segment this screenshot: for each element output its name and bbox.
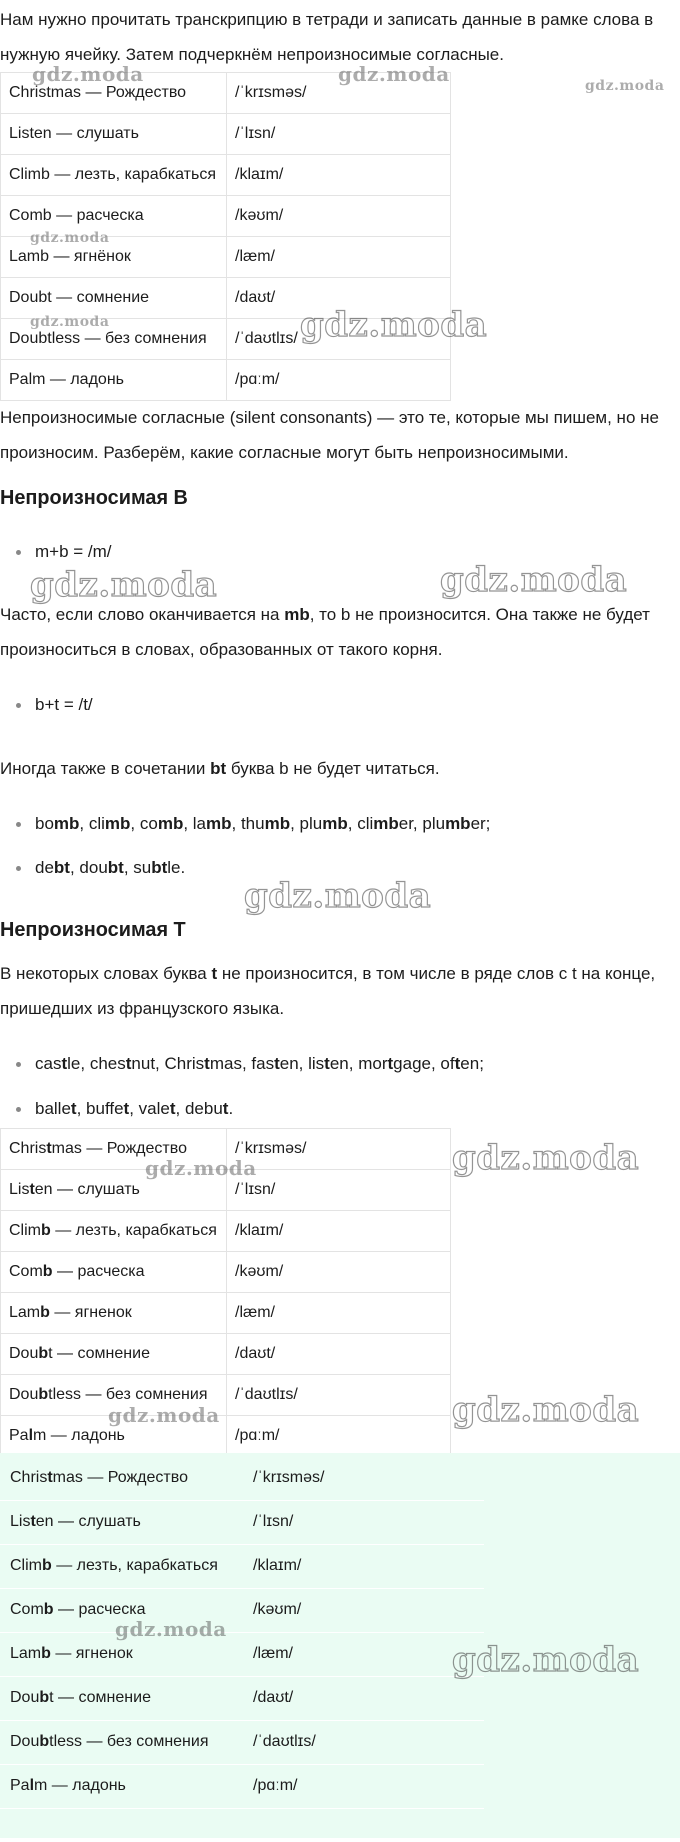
- transcription-cell: /læm/: [227, 1293, 451, 1334]
- word-cell: Doubt — сомнение: [0, 1676, 243, 1720]
- vocabulary-table-3: [0, 1456, 484, 1809]
- word-cell: Comb — расческа: [0, 1588, 243, 1632]
- table-row: [1, 1375, 451, 1416]
- table-row: [1, 1252, 451, 1293]
- table-row: [1, 360, 451, 401]
- vocabulary-table-1: [0, 72, 451, 401]
- table-row: [1, 278, 451, 319]
- transcription-cell: /klaɪm/: [243, 1544, 484, 1588]
- word-cell: Lamb — ягненок: [0, 1632, 243, 1676]
- word-cell: Christmas — Рождество: [1, 73, 227, 114]
- watermark: gdz.moda: [300, 305, 488, 345]
- transcription-cell: /daʊt/: [243, 1676, 484, 1720]
- transcription-cell: /ˈkrɪsməs/: [243, 1456, 484, 1500]
- transcription-cell: /læm/: [227, 237, 451, 278]
- transcription-cell: /ˈdaʊtlɪs/: [227, 319, 451, 360]
- table-row: [0, 1500, 484, 1544]
- transcription-cell: /ˈlɪsn/: [227, 1170, 451, 1211]
- transcription-cell: /ˈlɪsn/: [243, 1500, 484, 1544]
- word-cell: Doubt — сомнение: [1, 278, 227, 319]
- word-cell: Doubtless — без сомнения: [1, 1375, 227, 1416]
- transcription-cell: /pɑːm/: [227, 1416, 451, 1457]
- transcription-cell: /klaɪm/: [227, 155, 451, 196]
- word-cell: Listen — слушать: [1, 1170, 227, 1211]
- word-cell: Lamb — ягнёнок: [1, 237, 227, 278]
- table-row: [1, 155, 451, 196]
- table-row: [0, 1764, 484, 1808]
- word-cell: Climb — лезть, карабкаться: [0, 1544, 243, 1588]
- table-row: [1, 73, 451, 114]
- transcription-cell: /ˈlɪsn/: [227, 114, 451, 155]
- word-cell: Palm — ладонь: [1, 1416, 227, 1457]
- table-row: [0, 1632, 484, 1676]
- word-cell: Christmas — Рождество: [0, 1456, 243, 1500]
- word-cell: Palm — ладонь: [0, 1764, 243, 1808]
- word-cell: Doubt — сомнение: [1, 1334, 227, 1375]
- table-row: [0, 1676, 484, 1720]
- transcription-cell: /ˈkrɪsməs/: [227, 73, 451, 114]
- watermark: gdz.moda: [30, 565, 218, 605]
- watermark: gdz.moda: [30, 314, 110, 330]
- list-item-t-examples2: ballet, buffet, valet, debut.: [16, 1097, 233, 1121]
- transcription-cell: /klaɪm/: [227, 1211, 451, 1252]
- transcription-cell: /kəʊm/: [243, 1588, 484, 1632]
- word-cell: Climb — лезть, карабкаться: [1, 155, 227, 196]
- table-row: [0, 1544, 484, 1588]
- silent-intro-paragraph: Непроизносимые согласные (silent consonants) — это те, которые мы пишем, но не произносим. Разберём, какие согласные могут быть непроизносимыми.: [0, 408, 659, 462]
- transcription-cell: /ˈkrɪsməs/: [227, 1129, 451, 1170]
- word-cell: Listen — слушать: [0, 1500, 243, 1544]
- list-item-b-rule2: b+t = /t/: [16, 693, 93, 717]
- list-item-t-examples1: castle, chestnut, Christmas, fasten, listen, mortgage, often;: [16, 1052, 484, 1076]
- transcription-cell: /kəʊm/: [227, 196, 451, 237]
- table-row: [1, 1170, 451, 1211]
- watermark: gdz.moda: [585, 78, 665, 94]
- intro-paragraph: Нам нужно прочитать транскрипцию в тетради и записать данные в рамке слова в нужную ячейку. Затем подчеркнём непроизносимые согласные.: [0, 10, 654, 64]
- table-row: [1, 1211, 451, 1252]
- word-cell: Climb — лезть, карабкаться: [1, 1211, 227, 1252]
- list-item-b-rule1: m+b = /m/: [16, 540, 112, 564]
- table-row: [1, 1334, 451, 1375]
- watermark: gdz.moda: [32, 62, 144, 86]
- heading-silent-t: Непроизносимая T: [0, 919, 186, 941]
- transcription-cell: /pɑːm/: [227, 360, 451, 401]
- watermark: gdz.moda: [244, 876, 432, 916]
- list-item-b-examples2: debt, doubt, subtle.: [16, 856, 185, 880]
- table-row: [0, 1588, 484, 1632]
- watermark: gdz.moda: [452, 1390, 640, 1430]
- b-text2-paragraph: Иногда также в сочетании bt буква b не будет читаться.: [0, 759, 440, 778]
- table-row: [0, 1456, 484, 1500]
- word-cell: Palm — ладонь: [1, 360, 227, 401]
- transcription-cell: /pɑːm/: [243, 1764, 484, 1808]
- list-item-b-examples1: bomb, climb, comb, lamb, thumb, plumb, climber, plumber;: [16, 812, 490, 836]
- table-row: [1, 237, 451, 278]
- watermark: gdz.moda: [440, 560, 628, 600]
- watermark: gdz.moda: [452, 1138, 640, 1178]
- transcription-cell: /ˈdaʊtlɪs/: [243, 1720, 484, 1764]
- transcription-cell: /læm/: [243, 1632, 484, 1676]
- heading-silent-b: Непроизносимая B: [0, 487, 188, 509]
- vocabulary-table-2: [0, 1128, 451, 1457]
- watermark: gdz.moda: [108, 1403, 220, 1427]
- word-cell: Comb — расческа: [1, 1252, 227, 1293]
- word-cell: Doubtless — без сомнения: [0, 1720, 243, 1764]
- transcription-cell: /daʊt/: [227, 278, 451, 319]
- b-text1-paragraph: Часто, если слово оканчивается на mb, то b не произносится. Она также не будет произноситься в словах, образованных от такого корня.: [0, 605, 650, 659]
- word-cell: Doubtless — без сомнения: [1, 319, 227, 360]
- table-row: [1, 1293, 451, 1334]
- transcription-cell: /kəʊm/: [227, 1252, 451, 1293]
- table-row: [0, 1720, 484, 1764]
- table-row: [1, 114, 451, 155]
- t-text-paragraph: В некоторых словах буква t не произносится, в том числе в ряде слов с t на конце, пришедших из французского языка.: [0, 964, 656, 1018]
- word-cell: Listen — слушать: [1, 114, 227, 155]
- word-cell: Christmas — Рождество: [1, 1129, 227, 1170]
- watermark: gdz.moda: [115, 1617, 227, 1641]
- table-row: [1, 1129, 451, 1170]
- watermark: gdz.moda: [145, 1156, 257, 1180]
- transcription-cell: /ˈdaʊtlɪs/: [227, 1375, 451, 1416]
- transcription-cell: /daʊt/: [227, 1334, 451, 1375]
- watermark: gdz.moda: [30, 230, 110, 246]
- word-cell: Comb — расческа: [1, 196, 227, 237]
- word-cell: Lamb — ягненок: [1, 1293, 227, 1334]
- table-row: [1, 319, 451, 360]
- table-row: [1, 1416, 451, 1457]
- watermark: gdz.moda: [338, 62, 450, 86]
- table-row: [1, 196, 451, 237]
